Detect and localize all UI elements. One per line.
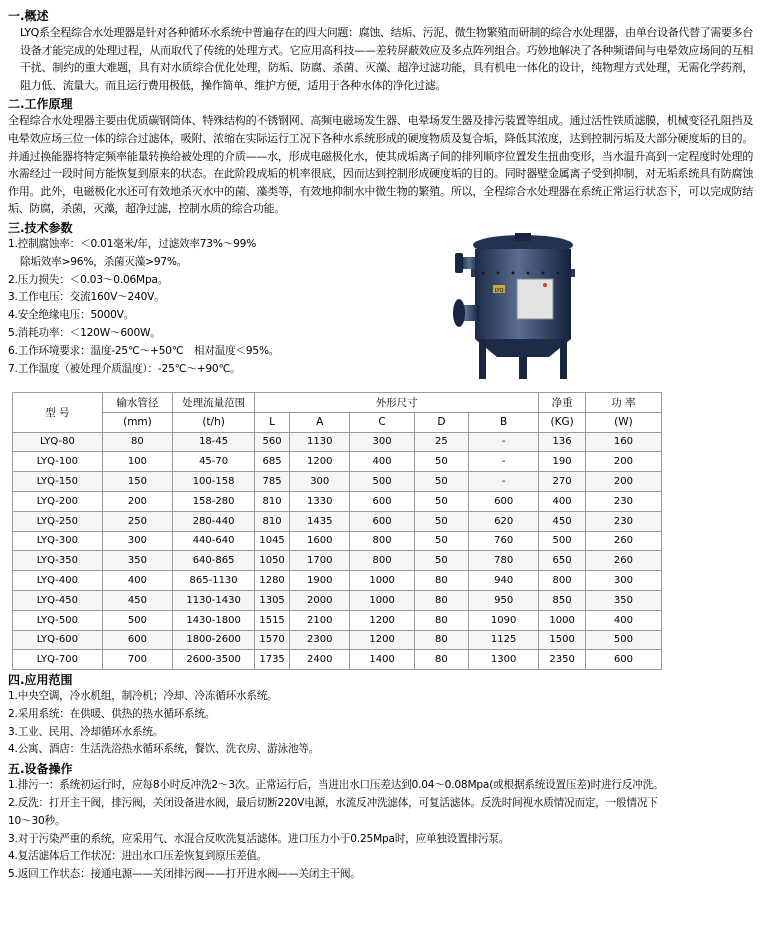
spec-line: 7.工作温度（被处理介质温度）：-25℃～+90℃。 — [8, 362, 241, 375]
cell-D: 50 — [414, 491, 468, 511]
table-row — [13, 610, 662, 630]
cell-model: LYQ-600 — [13, 630, 103, 650]
cell-flow: 1130-1430 — [173, 590, 255, 610]
cell-flow: 640-865 — [173, 551, 255, 571]
spec-line: 3.工作电压：交流160V～240V。 — [8, 291, 165, 304]
principle-paragraph: 全程综合水处理器主要由优质碳钢筒体、特殊结构的不锈钢网、高频电磁场发生器、电晕场发生器及排污装置等组成。通过活性铁质滤膜，机械变径孔阻挡及电晕效应场三位一体的综合过滤体，吸附、浓缩在实际运行工况下各种水系统形成的硬度物质及复合垢，降低其浓度，达到控制污垢及大部分硬度垢的目的。并通过换能器将特定频率能量转换给被处理的介质——水，形成电磁极化水，使其成垢离子间的排列顺序位置发生扭曲变形，当水温升高到一定程度时处理的水需经过一段时间方能恢复到原来的状态。在此阶段成垢的机率很底，因而达到控制形成硬度垢的目的。同时器壁金属离子受到抑制，对无垢系统具有防腐蚀作用。此外，电磁极化水还可有效地杀灭水中的菌、藻类等，有效地抑制水中微生物的繁殖。所以，全程综合水处理器在系统正常运行状态下，可以完成防结垢、防腐，杀菌，灭藻，超净过滤，控制水质的综合功能。 — [8, 114, 753, 216]
cell-flow: 280-440 — [173, 511, 255, 531]
cell-A: 2300 — [290, 630, 350, 650]
cell-flow: 45-70 — [173, 452, 255, 472]
header-dims: 外形尺寸 — [255, 392, 539, 412]
cell-B: 940 — [469, 571, 539, 591]
cell-model: LYQ-80 — [13, 432, 103, 452]
cell-A: 300 — [290, 472, 350, 492]
nameplate-text: LYQ — [494, 287, 504, 294]
cell-pipe: 400 — [102, 571, 172, 591]
table-row — [13, 531, 662, 551]
table-row — [13, 551, 662, 571]
cell-D: 50 — [414, 511, 468, 531]
cell-L: 1570 — [255, 630, 290, 650]
header-pipe: 输水管径 — [102, 392, 172, 412]
cell-D: 50 — [414, 531, 468, 551]
cell-D: 80 — [414, 571, 468, 591]
cell-weight: 136 — [539, 432, 586, 452]
header-flow: 处理流量范围 — [173, 392, 255, 412]
cell-D: 50 — [414, 472, 468, 492]
cell-C: 1000 — [350, 590, 414, 610]
cell-power: 230 — [585, 491, 661, 511]
header-C: C — [350, 412, 414, 432]
cell-L: 1280 — [255, 571, 290, 591]
cell-flow: 2600-3500 — [173, 650, 255, 670]
cell-B: 1125 — [469, 630, 539, 650]
cell-pipe: 500 — [102, 610, 172, 630]
header-A: A — [290, 412, 350, 432]
cell-L: 1050 — [255, 551, 290, 571]
apply-line: 3.工业、民用、冷却循环水系统。 — [8, 725, 164, 738]
cell-model: LYQ-350 — [13, 551, 103, 571]
ops-line: 10～30秒。 — [8, 814, 66, 827]
cell-model: LYQ-400 — [13, 571, 103, 591]
cell-B: - — [469, 472, 539, 492]
cell-model: LYQ-100 — [13, 452, 103, 472]
cell-B: 780 — [469, 551, 539, 571]
cell-model: LYQ-500 — [13, 610, 103, 630]
spec-line: 1.控制腐蚀率：＜0.01毫米/年，过滤效率73%～99% — [8, 237, 257, 250]
table-row — [13, 630, 662, 650]
cell-pipe: 250 — [102, 511, 172, 531]
cell-L: 685 — [255, 452, 290, 472]
cell-flow: 1800-2600 — [173, 630, 255, 650]
cell-A: 1700 — [290, 551, 350, 571]
ops-line: 3.对于污染严重的系统，应采用气、水混合反吹洗复活滤体。进口压力小于0.25Mpa时，应单独设置排污泵。 — [8, 832, 510, 845]
cell-pipe: 80 — [102, 432, 172, 452]
cell-weight: 190 — [539, 452, 586, 472]
spec-line: 2.压力损失：＜0.03～0.06Mpa。 — [8, 273, 169, 286]
cell-power: 600 — [585, 650, 661, 670]
cell-pipe: 600 — [102, 630, 172, 650]
spec-line: 5.消耗功率：＜120W～600W。 — [8, 326, 161, 339]
cell-L: 810 — [255, 491, 290, 511]
ops-line: 2.反洗：打开主干阀，排污阀，关闭设备进水阀，最后切断220V电源，水流反冲洗滤体，可复活滤体。反洗时间视水质情况而定，一般情况下 — [8, 797, 658, 810]
cell-A: 2400 — [290, 650, 350, 670]
cell-weight: 1500 — [539, 630, 586, 650]
section-heading-tech: 三.技术参数 — [8, 220, 73, 235]
cell-power: 350 — [585, 590, 661, 610]
cell-pipe: 350 — [102, 551, 172, 571]
section-heading-apply: 四.应用范围 — [8, 673, 73, 688]
table-row — [13, 511, 662, 531]
cell-L: 560 — [255, 432, 290, 452]
cell-flow: 158-280 — [173, 491, 255, 511]
cell-model: LYQ-700 — [13, 650, 103, 670]
header-weight-unit: (KG) — [539, 412, 586, 432]
cell-A: 1900 — [290, 571, 350, 591]
cell-A: 1200 — [290, 452, 350, 472]
cell-weight: 1000 — [539, 610, 586, 630]
cell-pipe: 300 — [102, 531, 172, 551]
cell-C: 800 — [350, 531, 414, 551]
cell-D: 80 — [414, 590, 468, 610]
header-pipe-unit: (mm) — [102, 412, 172, 432]
cell-pipe: 100 — [102, 452, 172, 472]
apply-line: 1.中央空调，冷水机组，制冷机；冷却、冷冻循环水系统。 — [8, 690, 278, 703]
cell-model: LYQ-200 — [13, 491, 103, 511]
cell-D: 50 — [414, 551, 468, 571]
cell-L: 1735 — [255, 650, 290, 670]
cell-power: 160 — [585, 432, 661, 452]
cell-D: 80 — [414, 610, 468, 630]
cell-power: 230 — [585, 511, 661, 531]
header-model: 型 号 — [13, 392, 103, 432]
document — [8, 6, 753, 884]
cell-pipe: 700 — [102, 650, 172, 670]
cell-power: 500 — [585, 630, 661, 650]
table-row — [13, 590, 662, 610]
cell-C: 800 — [350, 551, 414, 571]
cell-A: 1600 — [290, 531, 350, 551]
cell-weight: 270 — [539, 472, 586, 492]
cell-D: 80 — [414, 650, 468, 670]
cell-pipe: 150 — [102, 472, 172, 492]
cell-B: - — [469, 452, 539, 472]
cell-B: 1300 — [469, 650, 539, 670]
cell-flow: 18-45 — [173, 432, 255, 452]
ops-line: 1.排污一：系统初运行时，应每8小时反冲洗2～3次。正常运行后，当进出水口压差达到0.04～0.08Mpa(或根据系统设置压差)时进行反冲洗。 — [8, 779, 664, 792]
table-row — [13, 650, 662, 670]
spec-line: 6.工作环境要求：温度-25℃～+50℃ 相对温度＜95%。 — [8, 344, 280, 357]
cell-weight: 800 — [539, 571, 586, 591]
cell-A: 1330 — [290, 491, 350, 511]
spec-table — [12, 392, 662, 670]
cell-C: 500 — [350, 472, 414, 492]
cell-weight: 400 — [539, 491, 586, 511]
cell-pipe: 200 — [102, 491, 172, 511]
cell-D: 80 — [414, 630, 468, 650]
cell-C: 1000 — [350, 571, 414, 591]
cell-weight: 650 — [539, 551, 586, 571]
table-row — [13, 452, 662, 472]
header-power-unit: (W) — [585, 412, 661, 432]
cell-power: 400 — [585, 610, 661, 630]
tech-specs — [8, 236, 753, 390]
section-heading-ops: 五.设备操作 — [8, 762, 73, 777]
cell-weight: 450 — [539, 511, 586, 531]
ops-line: 4.复活滤体后工作状况：进出水口压差恢复到原压差值。 — [8, 850, 268, 863]
cell-flow: 1430-1800 — [173, 610, 255, 630]
cell-C: 1200 — [350, 630, 414, 650]
cell-flow: 865-1130 — [173, 571, 255, 591]
cell-power: 200 — [585, 472, 661, 492]
overview-paragraph: LYQ系全程综合水处理器是针对各种循环水系统中普遍存在的四大问题：腐蚀、结垢、污泥、微生物繁殖而研制的综合水处理器，由单台设备代替了需要多台设备才能完成的处理过程，从而取代了传统的处理方式。它应用高科技——差转屏蔽效应及多点阵列组合。巧妙地解决了各种频谱间与电晕效应场间的互相干扰、制约的重大难题，具有对水质综合优化处理，防垢、防腐、杀菌、灭藻、超净过滤功能，具有机电一体化的设计，纯物理方式处理，无需化学药剂，阻力低、流量大。而且运行费用极低，操作简单、维护方便，适用于各种水体的净化过滤。 — [20, 26, 753, 92]
cell-C: 300 — [350, 432, 414, 452]
cell-L: 810 — [255, 511, 290, 531]
header-B: B — [469, 412, 539, 432]
cell-model: LYQ-300 — [13, 531, 103, 551]
cell-L: 1515 — [255, 610, 290, 630]
section-heading-principle: 二.工作原理 — [8, 97, 73, 112]
apply-line: 2.采用系统：在供暖、供热的热水循环系统。 — [8, 707, 216, 720]
cell-flow: 100-158 — [173, 472, 255, 492]
cell-B: 620 — [469, 511, 539, 531]
cell-weight: 850 — [539, 590, 586, 610]
cell-C: 1400 — [350, 650, 414, 670]
cell-weight: 2350 — [539, 650, 586, 670]
cell-power: 200 — [585, 452, 661, 472]
water-processor-image — [453, 231, 593, 381]
cell-model: LYQ-250 — [13, 511, 103, 531]
cell-flow: 440-640 — [173, 531, 255, 551]
cell-A: 2000 — [290, 590, 350, 610]
cell-L: 1305 — [255, 590, 290, 610]
cell-pipe: 450 — [102, 590, 172, 610]
cell-model: LYQ-450 — [13, 590, 103, 610]
cell-A: 1435 — [290, 511, 350, 531]
cell-B: 950 — [469, 590, 539, 610]
cell-model: LYQ-150 — [13, 472, 103, 492]
cell-C: 600 — [350, 491, 414, 511]
cell-D: 25 — [414, 432, 468, 452]
header-power: 功 率 — [585, 392, 661, 412]
table-row — [13, 571, 662, 591]
apply-line: 4.公寓、酒店：生活洗浴热水循环系统，餐饮、洗衣房、游泳池等。 — [8, 743, 320, 756]
cell-power: 260 — [585, 531, 661, 551]
cell-C: 400 — [350, 452, 414, 472]
cell-weight: 500 — [539, 531, 586, 551]
table-row — [13, 491, 662, 511]
cell-B: 600 — [469, 491, 539, 511]
header-weight: 净重 — [539, 392, 586, 412]
section-heading-overview: 一.概述 — [8, 9, 49, 23]
cell-B: 760 — [469, 531, 539, 551]
cell-B: - — [469, 432, 539, 452]
cell-A: 1130 — [290, 432, 350, 452]
cell-C: 600 — [350, 511, 414, 531]
cell-L: 785 — [255, 472, 290, 492]
cell-A: 2100 — [290, 610, 350, 630]
spec-line: 4.安全绝缘电压：5000V。 — [8, 309, 135, 322]
header-L: L — [255, 412, 290, 432]
cell-B: 1090 — [469, 610, 539, 630]
header-flow-unit: (t/h) — [173, 412, 255, 432]
header-D: D — [414, 412, 468, 432]
cell-C: 1200 — [350, 610, 414, 630]
cell-D: 50 — [414, 452, 468, 472]
cell-power: 300 — [585, 571, 661, 591]
ops-line: 5.返回工作状态：接通电源——关闭排污阀——打开进水阀——关闭主干阀。 — [8, 868, 361, 881]
table-row — [13, 432, 662, 452]
cell-L: 1045 — [255, 531, 290, 551]
table-row — [13, 472, 662, 492]
spec-line: 除垢效率>96%，杀菌灭藻>97%。 — [20, 255, 188, 268]
cell-power: 260 — [585, 551, 661, 571]
